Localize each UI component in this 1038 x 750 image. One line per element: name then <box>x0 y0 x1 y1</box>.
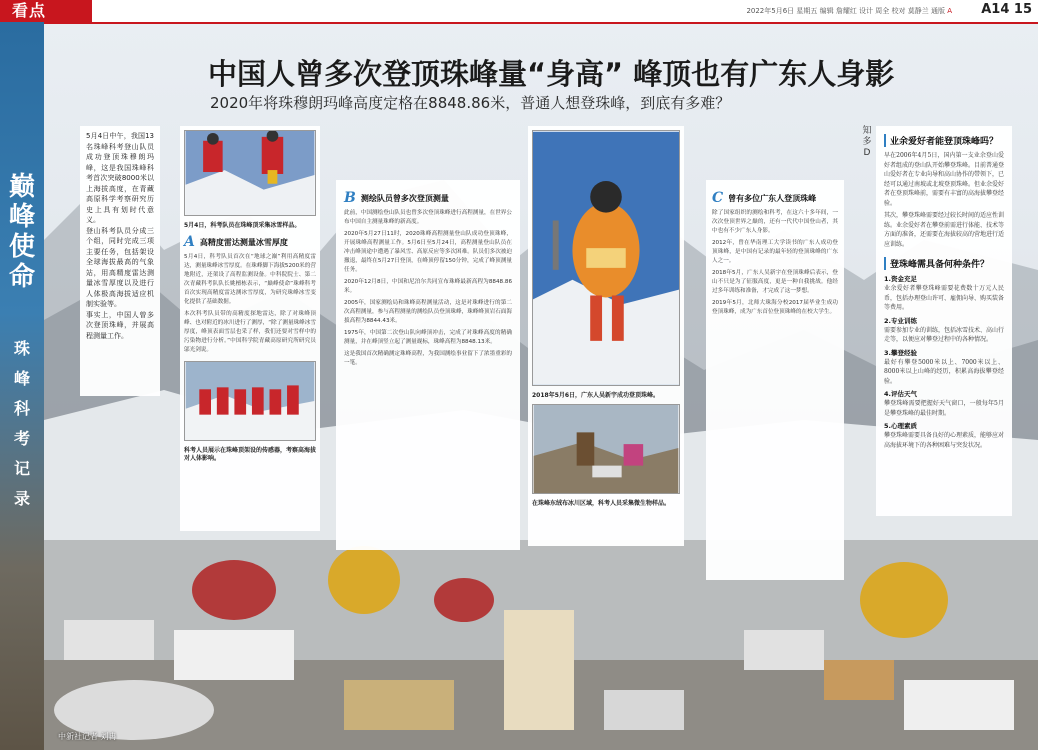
section-a <box>180 126 320 531</box>
intro-column <box>80 126 160 396</box>
issue-meta: 2022年5月6日 星期五 编辑 詹耀红 设计 周全 校对 莫静兰 通版 A <box>746 7 952 15</box>
headline: 中国人曾多次登顶珠峰量“身高” 峰顶也有广东人身影 <box>208 57 895 91</box>
question-heading: 登珠峰需具备何种条件？ <box>884 257 1004 270</box>
series-subtitle: 珠峰科考记录 <box>13 339 30 508</box>
photo-caption: 科考人员展示在珠峰顶架设的传感器，考察高海拔对人体影响。 <box>184 447 317 462</box>
body-paragraph: 这是我国首次精确测定珠峰高程，为我国测绘事业留下了浓墨重彩的一笔。 <box>344 351 512 366</box>
question-heading: 业余爱好者能登顶珠峰吗？ <box>884 134 1004 147</box>
summit-sampling-photo <box>184 130 316 216</box>
qa-marker: 知多D <box>862 126 872 158</box>
photo-caption: 2018年5月6日，广东人吴新宇成功登顶珠峰。 <box>532 392 660 399</box>
photo-column <box>528 126 684 546</box>
left-side-band <box>0 22 44 750</box>
series-title: 巅峰使命 <box>8 172 35 292</box>
page-header <box>0 0 1038 24</box>
section-c <box>706 180 844 580</box>
section-b <box>336 180 520 550</box>
body-paragraph: 本次科考队员带的高精度探地雷达，除了对珠峰顶峰、也对附近的冰川进行了测厚，“除了测量珠峰冰雪厚度，峰顶表面雪层也采了样，我们还要对雪样中的污染物进行分析。”中国科学院青藏高原研究所研究员邬光剑说。 <box>184 311 316 353</box>
body-paragraph: 1975年，中国第二次登山队向峰顶冲击，完成了对珠峰高度的精确测量，并在峰顶竖立起了测量觇标，珠峰高程为8848.13米。 <box>344 330 512 345</box>
body-paragraph: 5月4日，科考队员首次在“地球之巅”利用高精度雷达，测量珠峰冰雪厚度。在珠峰脚下海拔5200米的营地附近，还架设了高程监测设备。中科院院士、第二次青藏科考队队长姚檀栋表示，“巅峰使命”珠峰科考首次实现高精度雷达测冰雪厚度，为研究珠峰冰雪变化提供了基础数据。 <box>184 254 316 305</box>
intro-paragraph: 登山科考队员分成三个组，同时完成三项主要任务，包括架设全球海拔最高的气象站，用高精度雷达测量冰雪厚度以及进行人体极高海拔适应机制实验等。 <box>86 226 154 308</box>
photo-caption: 5月4日，科考队员在珠峰顶采集冰雪样品。 <box>184 222 301 229</box>
condition-text: 需要参加专业的训练，包括冰雪技术、高山行走等，以便应对攀登过程中的各种情况。 <box>884 326 1005 343</box>
body-paragraph: 除了国家组织的测绘和科考，在这六十多年间，一次次登顶世界之巅的，还有一代代中国登山者，其中也有不少广东人身影。 <box>712 210 838 234</box>
intro-paragraph: 事实上，中国人曾多次登顶珠峰，并展高程测量工作。 <box>86 310 154 340</box>
answer-paragraph: 其次，攀登珠峰需要经过较长时间的适应性训练。业余爱好者在攀登前需进行体能、技术等方面的准备，还需要在海拔较高的营地进行适应训练。 <box>884 212 1005 248</box>
microbe-sampling-photo <box>532 404 680 494</box>
condition-title: 4.评估天气 <box>884 390 917 398</box>
section-letter: B <box>344 190 356 206</box>
base-camp-illustration <box>44 540 1038 750</box>
section-heading: B 测绘队员曾多次登顶测量 <box>344 190 449 206</box>
column-label: 看点 <box>0 0 92 22</box>
body-paragraph: 2012年，曾在华南理工大学读书的广东人成功登顶珠峰，是中国有记录的最年轻的登顶珠峰的广东人之一。 <box>712 240 838 264</box>
condition-text: 业余爱好者攀登珠峰需要花费数十万元人民币，包括办理登山许可、雇佣向导、购买装备等费用。 <box>884 285 1005 311</box>
answer-paragraph: 早在2006年4月5日，国内第一支业余登山爱好者组成的登山队开始攀登珠峰。目前普通登山爱好者在专业向导和高山协作的带领下，已经可以通过南坡或北坡登顶珠峰。但业余爱好者在登顶珠峰前，需要有丰富的高海拔攀登经验。 <box>884 152 1005 207</box>
body-paragraph: 2020年5月27日11时，2020珠峰高程测量登山队成功登顶珠峰，开展珠峰高程测量工作。5月6日至5月24日，高程测量登山队员在冲击峰顶途中遭遇了暴风雪、高原反应等多次困难。队员们多次被迫撤退，最终在5月27日登顶，在峰顶停留150分钟，完成了峰顶测量任务。 <box>344 231 512 273</box>
body-paragraph: 此前，中国测绘登山队员也曾多次登顶珠峰进行高程测量，在世界公布中国自主测量珠峰的新高度。 <box>344 210 512 225</box>
page-number: A14 15 <box>981 2 1032 17</box>
section-heading: A 高精度雷达测量冰雪厚度 <box>184 234 288 250</box>
subheadline: 2020年将珠穆朗玛峰高度定格在8848.86米，普通人想登珠峰，到底有多难？ <box>210 94 731 112</box>
body-paragraph: 2018年5月，广东人吴新宇在登顶珠峰后表示，登山不只是为了征服高度，更是一种自我挑战。他经过多年训练和准备，才完成了这一梦想。 <box>712 270 838 294</box>
photo-credit: 中新社记者 刘冉 <box>58 732 117 741</box>
body-paragraph: 2020年12月8日，中国和尼泊尔共同宣布珠峰最新高程为8848.86米。 <box>344 279 512 294</box>
section-heading: C 曾有多位广东人登顶珠峰 <box>712 190 817 206</box>
body-paragraph: 2005年，国家测绘局和珠峰高程测量活动，这是对珠峰进行的第二次高程测量，参与高程测量的测绘队员登顶珠峰，珠峰峰顶岩石面海拔高程为8844.43米。 <box>344 300 512 324</box>
sensor-display-photo <box>184 361 316 441</box>
condition-text: 攀登珠峰需要把握好天气窗口，一般每年5月是攀登珠峰的最佳时期。 <box>884 400 1004 417</box>
condition-title: 2.专业训练 <box>884 316 917 325</box>
section-letter: A <box>184 234 195 250</box>
intro-paragraph: 5月4日中午，我国13名珠峰科考登山队员成功登顶珠穆朗玛峰，这是我国珠峰科考首次突破8000米以上海拔高度，在青藏高原科学考察研究历史上具有划时代意义。 <box>86 132 154 224</box>
condition-title: 1.资金充足 <box>884 275 917 283</box>
summit-climber-photo <box>532 130 680 386</box>
section-letter: C <box>712 190 724 206</box>
photo-caption: 在珠峰东绒布冰川区域，科考人员采集微生物样品。 <box>532 500 671 507</box>
condition-title: 3.攀登经验 <box>884 348 917 357</box>
condition-title: 5.心理素质 <box>884 422 917 430</box>
condition-text: 最好有攀登5000米以上、7000米以上、8000米以上山峰的经历，积累高海拔攀登经验。 <box>884 358 1004 385</box>
body-paragraph: 2019年5月，北师大珠海分校2017届毕业生成功登顶珠峰，成为广东首位登顶珠峰的在校大学生。 <box>712 300 838 315</box>
qa-column <box>876 126 1012 516</box>
condition-text: 攀登珠峰需要具备良好的心理素质，能够应对高海拔环境下的各种困难与突发状况。 <box>884 432 1005 449</box>
